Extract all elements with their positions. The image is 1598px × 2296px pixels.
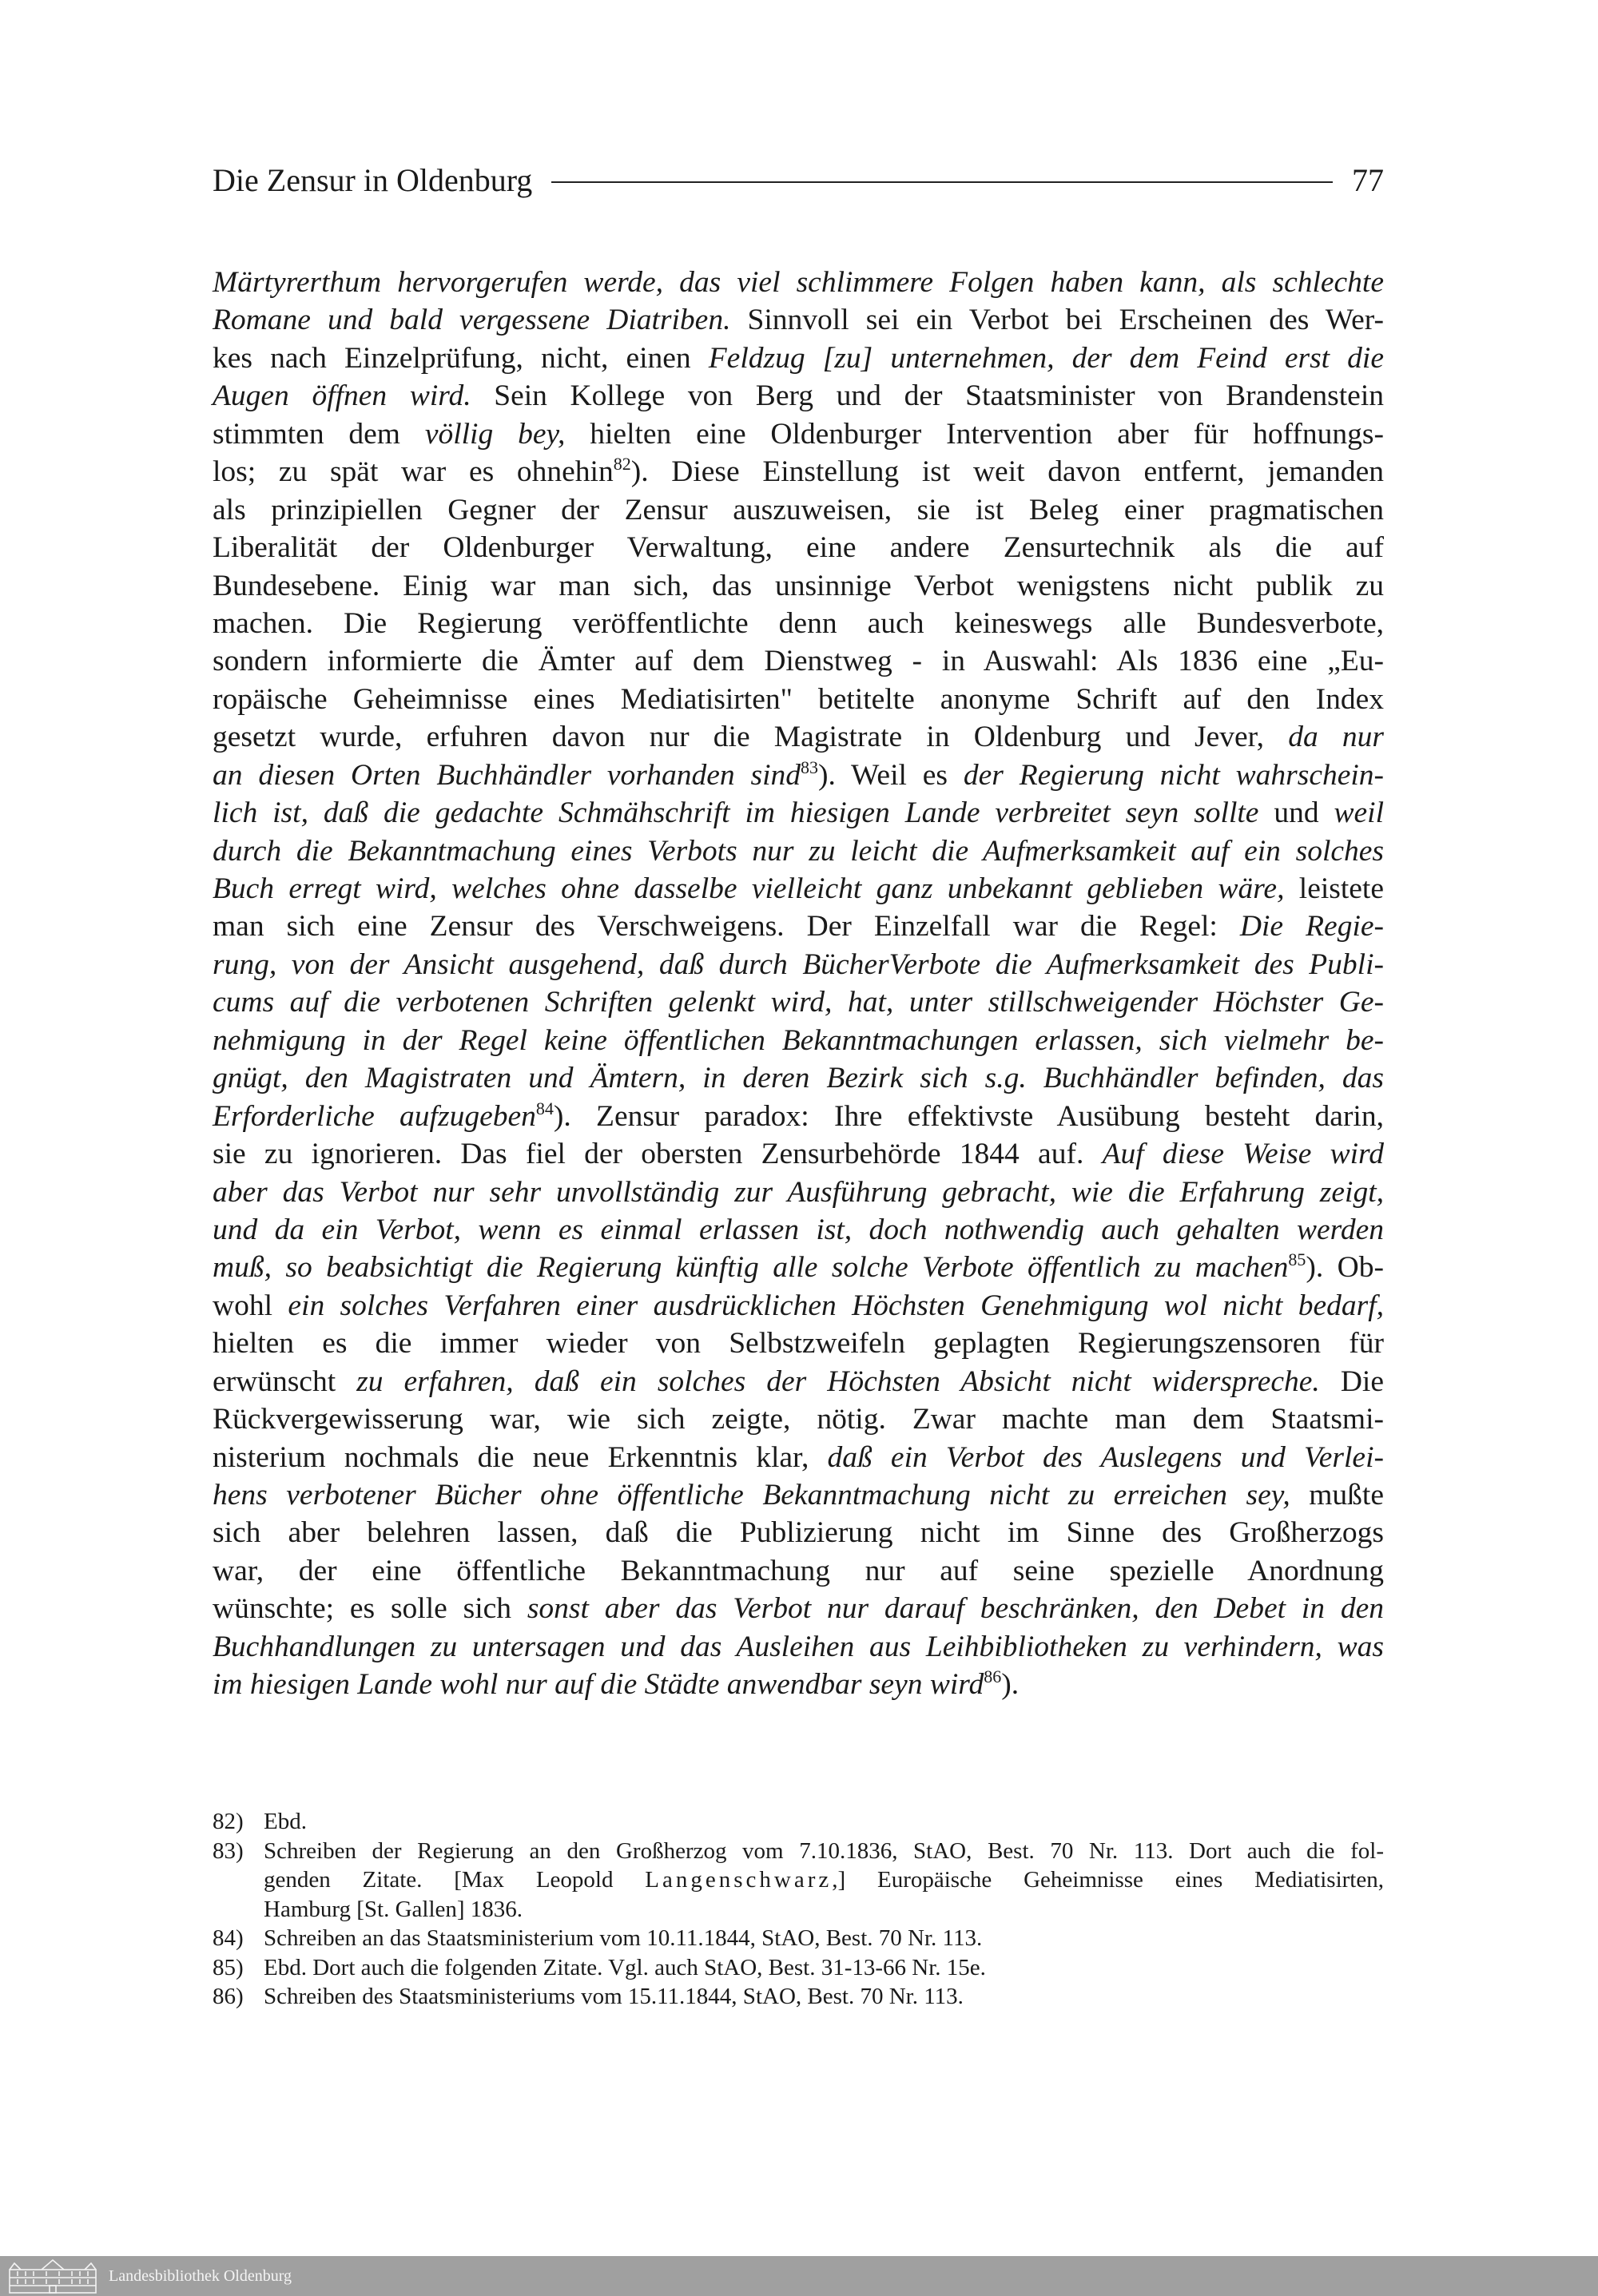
text-line (213, 1174, 1384, 1211)
text-line (213, 453, 1384, 491)
text-line (213, 1098, 1384, 1135)
italic-quote: cums auf die verbotenen Schriften gelenkt wird, hat, unter stillschweigender Höchster Ge- (213, 986, 1384, 1019)
text-run: Rückvergewisserung war, wie sich zeigte, nötig. Zwar machte man dem Staatsmi- (213, 1403, 1384, 1436)
footnote (213, 1953, 1384, 1983)
footnote-line (264, 1837, 1384, 1866)
body-text (213, 264, 1384, 1704)
text-run: hielten es die immer wieder von Selbstzweifeln geplagten Regierungszensoren für (213, 1327, 1384, 1361)
footnote-reference[interactable]: 82 (613, 454, 631, 475)
text-run: gesetzt wurde, erfuhren davon nur die Magistrate in Oldenburg und Jever, (213, 721, 1289, 754)
text-line (213, 1059, 1384, 1097)
text-line (213, 832, 1384, 870)
text-run: war, der eine öffentliche Bekanntmachung nur auf seine spezielle Anordnung (213, 1554, 1384, 1587)
italic-quote: weil (1334, 796, 1384, 830)
text-run: und (1258, 796, 1334, 830)
text-line (213, 1552, 1384, 1590)
text-run: Liberalität der Oldenburger Verwaltung, eine andere Zensurtechnik als die auf (213, 531, 1384, 565)
italic-quote: völlig bey, (424, 417, 566, 451)
footnote-text (264, 1924, 1384, 1953)
footnote-line (264, 1924, 1384, 1953)
text-line (213, 1628, 1384, 1666)
text-run: ,] Europäische Geheimnisse eines Mediatisirten, (832, 1867, 1384, 1893)
text-line (213, 1439, 1384, 1476)
footnote (213, 1837, 1384, 1925)
text-run: wünschte; es solle sich (213, 1592, 527, 1626)
text-run: Sein Kollege von Berg und der Staatsminister von Brandenstein (471, 379, 1384, 413)
footnote-reference[interactable]: 84 (535, 1098, 554, 1118)
text-run: Ebd. (264, 1809, 307, 1834)
italic-quote: Feldzug [zu] unternehmen, der dem Feind erst die (708, 341, 1384, 375)
text-run: mußte (1290, 1479, 1384, 1511)
text-line (213, 377, 1384, 415)
text-line (213, 491, 1384, 529)
text-line (213, 1476, 1384, 1514)
italic-quote: muß, so beabsichtigt die Regierung künftig alle solche Verbote öffentlich zu machen (213, 1251, 1289, 1285)
italic-quote: durch die Bekanntmachung eines Verbots nur zu leicht die Aufmerksamkeit auf ein solches (213, 834, 1384, 868)
text-line (213, 1666, 1384, 1703)
text-run: ). Ob- (1306, 1251, 1384, 1285)
text-line (213, 1590, 1384, 1627)
text-run: wohl (213, 1289, 288, 1322)
text-run: sondern informierte die Ämter auf dem Dienstweg - in Auswahl: Als 1836 eine „Eu- (213, 645, 1384, 678)
italic-quote: Buchhandlungen zu untersagen und das Ausleihen aus Leihbibliotheken zu verhindern, was (213, 1630, 1384, 1663)
text-run: hielten eine Oldenburger Intervention aber für hoffnungs- (565, 417, 1385, 451)
text-run: Die (1319, 1364, 1384, 1398)
text-line (213, 340, 1384, 377)
text-run: ). Weil es (818, 758, 964, 792)
text-line (213, 1022, 1384, 1059)
text-run: erwünscht (213, 1364, 357, 1398)
running-header (213, 160, 1384, 200)
text-line (213, 681, 1384, 718)
text-line (213, 642, 1384, 680)
text-run: ). (1001, 1668, 1020, 1702)
footnote-line (264, 1982, 1384, 2012)
text-run: als prinzipiellen Gegner der Zensur auszuweisen, sie ist Beleg einer pragmatischen (213, 493, 1384, 526)
text-run: Bundesebene. Einig war man sich, das unsinnige Verbot wenigstens nicht publik zu (213, 569, 1384, 602)
text-line (213, 908, 1384, 945)
footnote-number: 85) (213, 1954, 244, 1980)
text-run: machen. Die Regierung veröffentlichte denn auch keineswegs alle Bundesverbote, (213, 606, 1384, 640)
footnote-number: 83) (213, 1837, 244, 1864)
text-run: leistete (1284, 872, 1384, 905)
italic-quote: daß ein Verbot des Auslegens und Verlei- (827, 1440, 1384, 1474)
text-line (213, 264, 1384, 301)
text-line (213, 1287, 1384, 1325)
text-line (213, 1135, 1384, 1173)
library-footer-bar (0, 2256, 1598, 2296)
text-run: sich aber belehren lassen, daß die Publizierung nicht im Sinne des Großherzogs (213, 1516, 1384, 1550)
footnote-number: 84) (213, 1925, 244, 1951)
italic-quote: Erforderliche aufzugeben (213, 1099, 536, 1133)
text-line (213, 794, 1384, 832)
text-run: ). Diese Einstellung ist weit davon entfernt, jemanden (630, 455, 1384, 489)
library-building-logo-icon (6, 2258, 99, 2294)
text-run: sie zu ignorieren. Das fiel der obersten Zensurbehörde 1844 auf. (213, 1138, 1103, 1171)
footnote-text (264, 1807, 1384, 1837)
text-run: Schreiben an das Staatsministerium vom 10.11.1844, StAO, Best. 70 Nr. 113. (264, 1925, 983, 1951)
italic-quote: gnügt, den Magistraten und Ämtern, in deren Bezirk sich s.g. Buchhändler befinden, das (213, 1062, 1384, 1095)
text-run: stimmten dem (213, 417, 425, 451)
italic-quote: Buch erregt wird, welches ohne dasselbe vielleicht ganz unbekannt geblieben wäre, (213, 872, 1285, 905)
text-run: ropäische Geheimnisse eines Mediatisirten" betitelte anonyme Schrift auf den Index (213, 682, 1384, 716)
text-line (213, 605, 1384, 642)
text-line (213, 415, 1384, 453)
italic-quote: nehmigung in der Regel keine öffentlichen Bekanntmachungen erlassen, sich vielmehr be- (213, 1023, 1384, 1057)
text-line (213, 567, 1384, 605)
footnote-text (264, 1837, 1384, 1925)
italic-quote: hens verbotener Bücher ohne öffentliche Bekanntmachung nicht zu erreichen sey, (213, 1479, 1290, 1511)
footnote-reference[interactable]: 85 (1288, 1249, 1306, 1270)
text-run: nisterium nochmals die neue Erkenntnis klar, (213, 1440, 828, 1474)
footnotes (213, 1807, 1384, 2012)
text-run: man sich eine Zensur des Verschweigens. Der Einzelfall war die Regel: (213, 910, 1240, 943)
text-run: Schreiben der Regierung an den Großherzog vom 7.10.1836, StAO, Best. 70 Nr. 113. Dort auch die fol- (264, 1837, 1384, 1864)
text-line (213, 1325, 1384, 1362)
italic-quote: Augen öffnen wird. (213, 379, 471, 413)
italic-quote: sonst aber das Verbot nur darauf beschränken, den Debet in den (527, 1592, 1384, 1626)
text-run: Langenschwarz (645, 1867, 833, 1893)
text-line (213, 301, 1384, 339)
italic-quote: ein solches Verfahren einer ausdrücklichen Höchsten Genehmigung wol nicht bedarf, (288, 1289, 1385, 1322)
footnote (213, 1982, 1384, 2012)
text-run: kes nach Einzelprüfung, nicht, einen (213, 341, 709, 375)
italic-quote: aber das Verbot nur sehr unvollständig zur Ausführung gebracht, wie die Erfahrung zeigt, (213, 1175, 1384, 1209)
italic-quote: Auf diese Weise wird (1102, 1138, 1385, 1171)
text-run: Hamburg [St. Gallen] 1836. (264, 1896, 523, 1922)
page-number: 77 (1352, 161, 1384, 198)
text-line (213, 718, 1384, 756)
italic-quote: an diesen Orten Buchhändler vorhanden sind (213, 758, 801, 792)
text-line (213, 1249, 1384, 1286)
italic-quote: rung, von der Ansicht ausgehend, daß durch BücherVerbote die Aufmerksamkeit des Publi- (213, 947, 1384, 981)
footnote (213, 1807, 1384, 1837)
text-line (213, 757, 1384, 794)
italic-quote: Märtyrerthum hervorgerufen werde, das viel schlimmere Folgen haben kann, als schlechte (213, 266, 1384, 299)
text-run: Schreiben des Staatsministeriums vom 15.11.1844, StAO, Best. 70 Nr. 113. (264, 1984, 964, 2009)
running-title: Die Zensur in Oldenburg (213, 161, 533, 198)
text-line (213, 870, 1384, 908)
italic-quote: Die Regie- (1239, 910, 1384, 943)
footnote-line (264, 1807, 1384, 1837)
text-run: Ebd. Dort auch die folgenden Zitate. Vgl. auch StAO, Best. 31-13-66 Nr. 15e. (264, 1954, 986, 1980)
footnote-line (264, 1865, 1384, 1895)
text-line (213, 1400, 1384, 1438)
text-line (213, 983, 1384, 1021)
text-line (213, 529, 1384, 566)
text-line (213, 1363, 1384, 1400)
library-name: Landesbibliothek Oldenburg (109, 2266, 292, 2285)
text-run: ). Zensur paradox: Ihre effektivste Ausübung besteht darin, (553, 1099, 1384, 1133)
footnote-line (264, 1895, 1384, 1925)
header-rule (551, 181, 1333, 183)
italic-quote: zu erfahren, daß ein solches der Höchsten Absicht nicht widerspreche. (356, 1364, 1320, 1398)
italic-quote: im hiesigen Lande wohl nur auf die Städte anwendbar seyn wird (213, 1668, 984, 1702)
footnote (213, 1924, 1384, 1953)
footnote-number: 86) (213, 1984, 244, 2009)
text-run: los; zu spät war es ohnehin (213, 455, 614, 489)
footnote-text (264, 1982, 1384, 2012)
text-run: genden Zitate. [Max Leopold (264, 1867, 646, 1893)
footnote-number: 82) (213, 1809, 244, 1834)
text-line (213, 1514, 1384, 1551)
footnote-reference[interactable]: 86 (984, 1666, 1002, 1687)
text-line (213, 1211, 1384, 1249)
text-run: Sinnvoll sei ein Verbot bei Erscheinen des Wer- (730, 304, 1384, 337)
italic-quote: und da ein Verbot, wenn es einmal erlassen ist, doch nothwendig auch gehalten werden (213, 1213, 1384, 1246)
italic-quote: da nur (1288, 721, 1385, 754)
footnote-line (264, 1953, 1384, 1983)
italic-quote: lich ist, daß die gedachte Schmähschrift im hiesigen Lande verbreitet seyn sollte (213, 796, 1259, 830)
footnote-text (264, 1953, 1384, 1983)
italic-quote: Romane und bald vergessene Diatriben. (213, 304, 731, 337)
footnote-reference[interactable]: 83 (801, 757, 818, 777)
italic-quote: der Regierung nicht wahrschein- (963, 758, 1385, 792)
text-line (213, 946, 1384, 983)
